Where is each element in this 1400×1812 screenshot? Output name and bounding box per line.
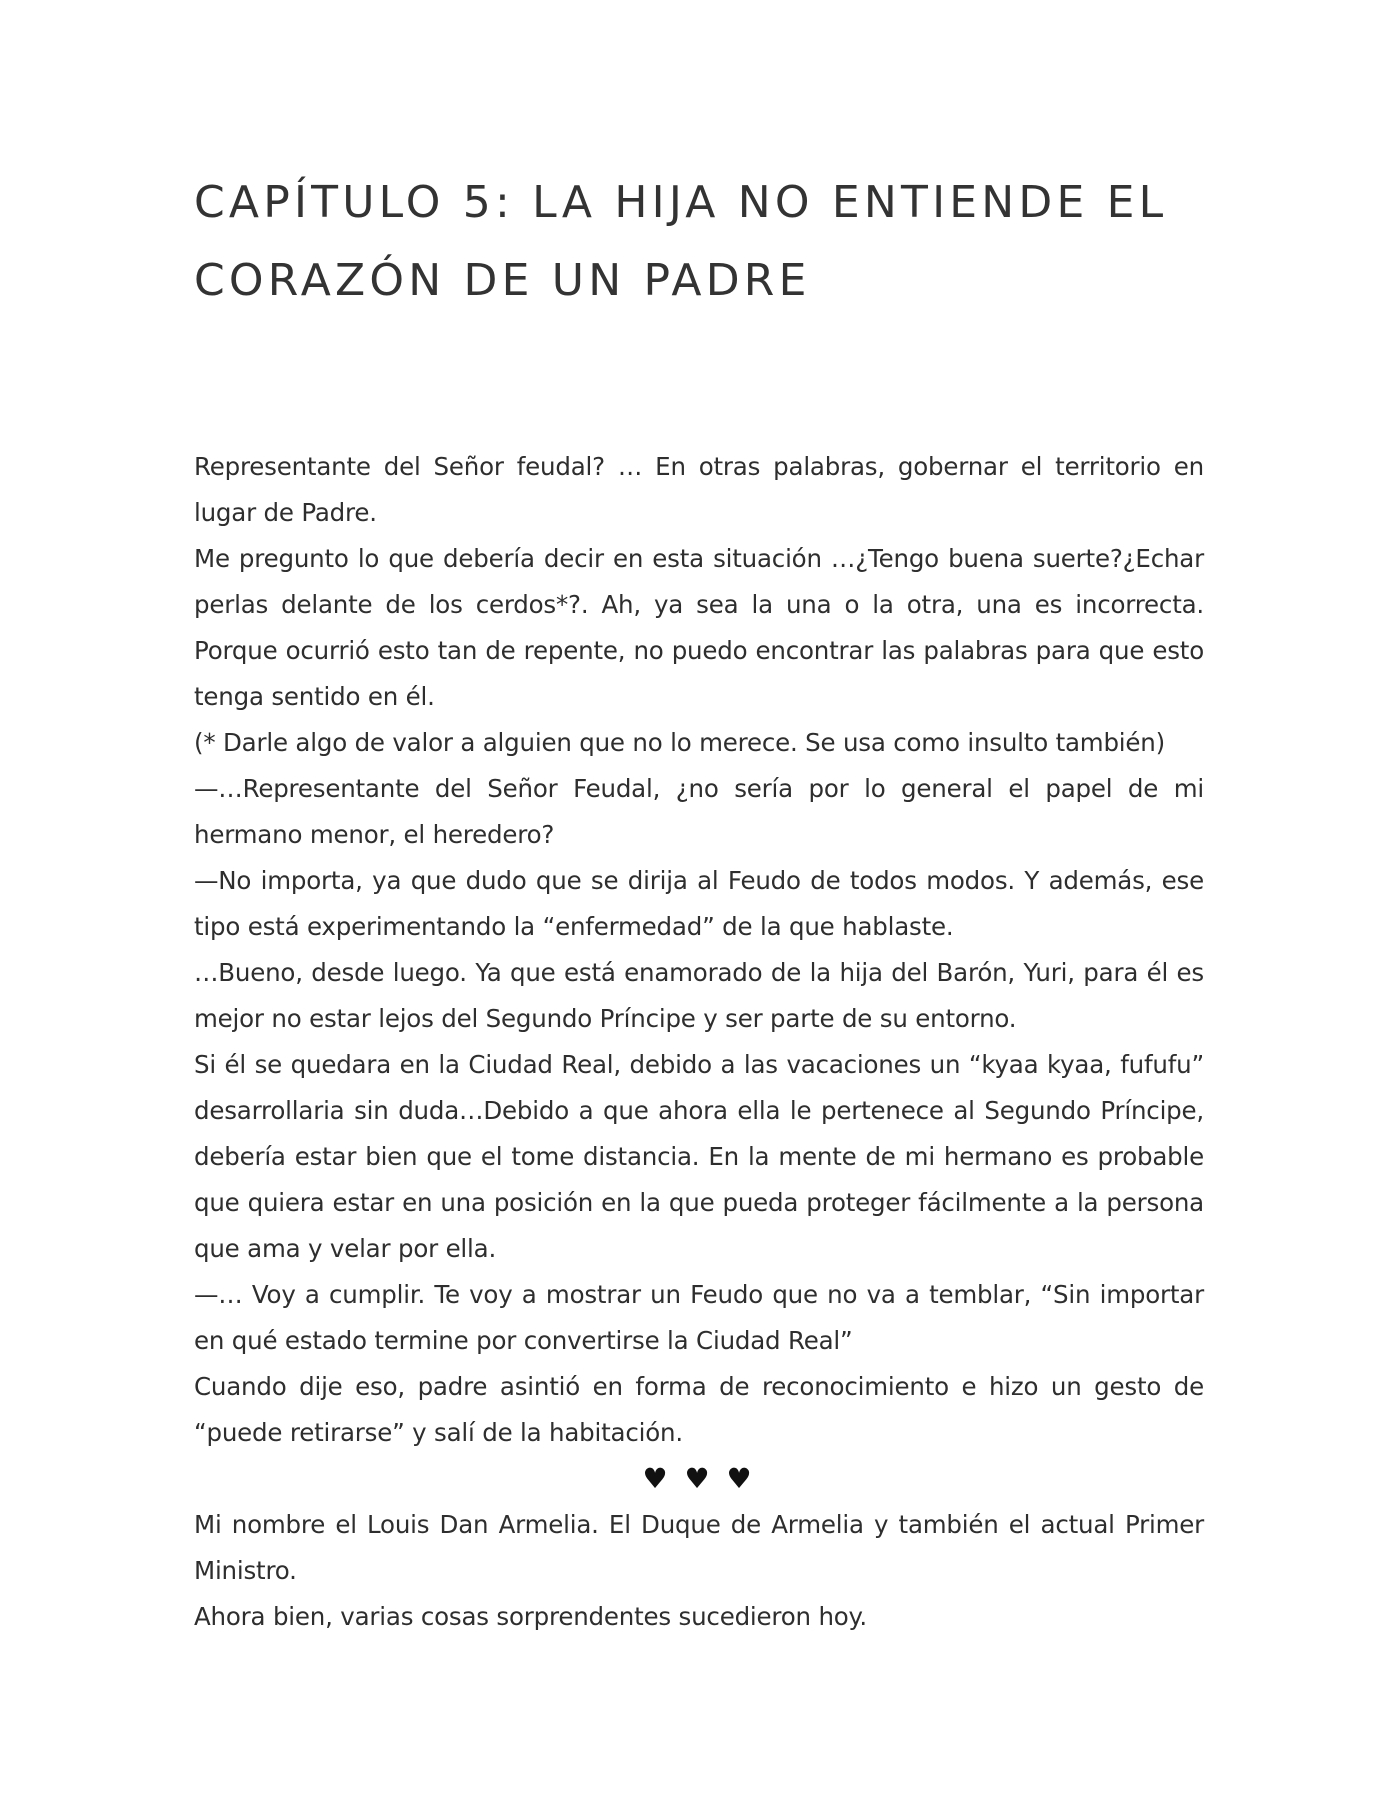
paragraph: —No importa, ya que dudo que se dirija al Feudo de todos modos. Y además, ese tipo está experimentando la “enfermedad” de la que hablaste.	[194, 866, 1204, 941]
paragraph: Representante del Señor feudal? … En otras palabras, gobernar el territorio en lugar de Padre.	[194, 452, 1204, 527]
paragraph: Ahora bien, varias cosas sorprendentes sucedieron hoy.	[194, 1602, 867, 1631]
paragraph: Si él se quedara en la Ciudad Real, debido a las vacaciones un “kyaa kyaa, fufufu” desarrollaria sin duda…Debido a que ahora ella le pertenece al Segundo Príncipe, debería estar bien que el tome distancia. En la mente de mi hermano es probable que quiera estar en una posición en la que pueda proteger fácilmente a la persona que ama y velar por ella.	[194, 1050, 1204, 1263]
paragraph: —…Representante del Señor Feudal, ¿no sería por lo general el papel de mi hermano menor, el heredero?	[194, 774, 1204, 849]
paragraph: —… Voy a cumplir. Te voy a mostrar un Feudo que no va a temblar, “Sin importar en qué estado termine por convertirse la Ciudad Real”	[194, 1280, 1204, 1355]
scene-break-hearts: ♥ ♥ ♥	[642, 1462, 756, 1495]
footnote-paragraph: (* Darle algo de valor a alguien que no lo merece. Se usa como insulto también)	[194, 728, 1165, 757]
paragraph: Mi nombre el Louis Dan Armelia. El Duque de Armelia y también el actual Primer Ministro.	[194, 1510, 1204, 1585]
paragraph: Me pregunto lo que debería decir en esta situación …¿Tengo buena suerte?¿Echar perlas delante de los cerdos*?. Ah, ya sea la una o la otra, una es incorrecta. Porque ocurrió esto tan de repente, no puedo encontrar las palabras para que esto tenga sentido en él.	[194, 544, 1204, 711]
chapter-title-line-2: CORAZÓN DE UN PADRE	[194, 255, 811, 306]
chapter-title	[194, 164, 1204, 320]
chapter-body	[194, 444, 1204, 1640]
paragraph: …Bueno, desde luego. Ya que está enamorado de la hija del Barón, Yuri, para él es mejor no estar lejos del Segundo Príncipe y ser parte de su entorno.	[194, 958, 1204, 1033]
paragraph: Cuando dije eso, padre asintió en forma de reconocimiento e hizo un gesto de “puede retirarse” y salí de la habitación.	[194, 1372, 1204, 1447]
chapter-title-line-1: CAPÍTULO 5: LA HIJA NO ENTIENDE EL	[194, 177, 1168, 228]
